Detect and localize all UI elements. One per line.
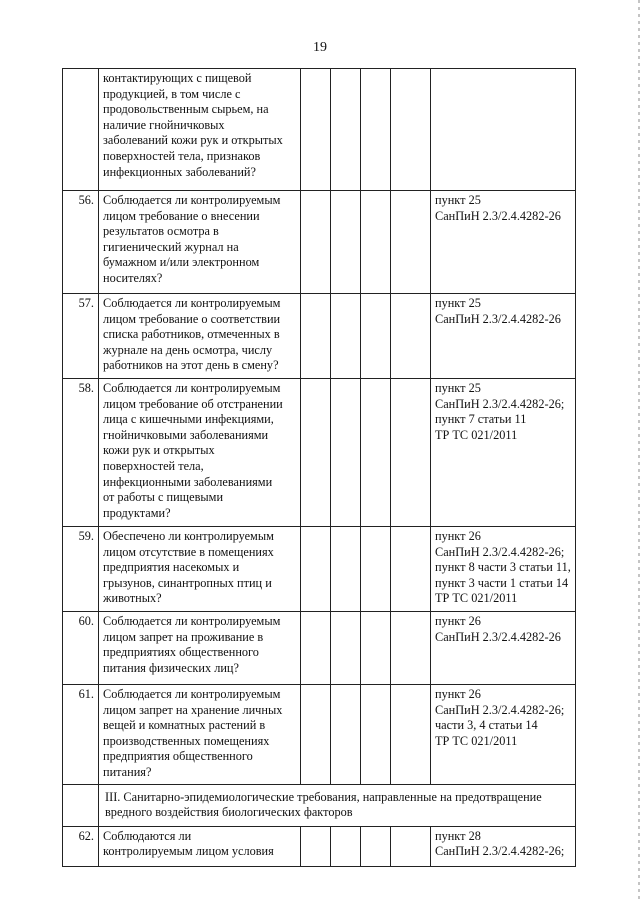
- table-row: [63, 69, 576, 191]
- notes-cell: [391, 685, 431, 785]
- legal-reference: пункт 25 СанПиН 2.3/2.4.4282-26: [431, 191, 576, 294]
- row-number: [63, 69, 99, 191]
- table-row: [63, 527, 576, 612]
- legal-reference: [431, 69, 576, 191]
- section-header-row: [63, 784, 576, 826]
- answer-cell-yes: [301, 612, 331, 685]
- answer-cell-na: [361, 527, 391, 612]
- legal-reference: пункт 26 СанПиН 2.3/2.4.4282-26; пункт 8 части 3 статьи 11, пункт 3 части 1 статьи 14 ТР ТС 021/2011: [431, 527, 576, 612]
- section-title: III. Санитарно-эпидемиологические требования, направленные на предотвращение вредного воздействия биологических факторов: [99, 784, 576, 826]
- notes-cell: [391, 191, 431, 294]
- answer-cell-yes: [301, 69, 331, 191]
- row-number: 56.: [63, 191, 99, 294]
- row-number: 58.: [63, 379, 99, 527]
- table-row: [63, 379, 576, 527]
- notes-cell: [391, 294, 431, 379]
- checklist-table: [62, 68, 576, 867]
- answer-cell-na: [361, 826, 391, 866]
- answer-cell-yes: [301, 826, 331, 866]
- answer-cell-yes: [301, 379, 331, 527]
- answer-cell-no: [331, 612, 361, 685]
- notes-cell: [391, 612, 431, 685]
- table-row: [63, 685, 576, 785]
- answer-cell-no: [331, 294, 361, 379]
- table-row: [63, 612, 576, 685]
- answer-cell-na: [361, 685, 391, 785]
- legal-reference: пункт 26 СанПиН 2.3/2.4.4282-26; части 3, 4 статьи 14 ТР ТС 021/2011: [431, 685, 576, 785]
- legal-reference: пункт 26 СанПиН 2.3/2.4.4282-26: [431, 612, 576, 685]
- table-row: [63, 191, 576, 294]
- table-row: [63, 294, 576, 379]
- answer-cell-yes: [301, 685, 331, 785]
- notes-cell: [391, 379, 431, 527]
- row-number: 61.: [63, 685, 99, 785]
- answer-cell-no: [331, 379, 361, 527]
- legal-reference: пункт 25 СанПиН 2.3/2.4.4282-26; пункт 7 статьи 11 ТР ТС 021/2011: [431, 379, 576, 527]
- answer-cell-na: [361, 294, 391, 379]
- question-text: Соблюдается ли контролируемым лицом требование об отстранении лица с кишечными инфекциями, гнойничковыми заболеваниями кожи рук и открытых поверхностей тела, инфекционными заболеваниями от работы с пищевыми продуктами?: [99, 379, 301, 527]
- legal-reference: пункт 28 СанПиН 2.3/2.4.4282-26;: [431, 826, 576, 866]
- question-text: Соблюдается ли контролируемым лицом запрет на хранение личных вещей и комнатных растений в производственных помещениях предприятия общественного питания?: [99, 685, 301, 785]
- answer-cell-no: [331, 826, 361, 866]
- row-number: 60.: [63, 612, 99, 685]
- question-text: Соблюдается ли контролируемым лицом запрет на проживание в предприятиях общественного питания физических лиц?: [99, 612, 301, 685]
- answer-cell-no: [331, 527, 361, 612]
- answer-cell-no: [331, 191, 361, 294]
- row-number: 62.: [63, 826, 99, 866]
- notes-cell: [391, 69, 431, 191]
- page-number: 19: [313, 40, 327, 55]
- answer-cell-yes: [301, 191, 331, 294]
- row-number: 57.: [63, 294, 99, 379]
- question-text: Соблюдаются ли контролируемым лицом условия: [99, 826, 301, 866]
- answer-cell-na: [361, 379, 391, 527]
- row-number: 59.: [63, 527, 99, 612]
- answer-cell-yes: [301, 294, 331, 379]
- question-text: Соблюдается ли контролируемым лицом требование о соответствии списка работников, отмеченных в журнале на день осмотра, числу работников на этот день в смену?: [99, 294, 301, 379]
- answer-cell-yes: [301, 527, 331, 612]
- notes-cell: [391, 826, 431, 866]
- question-text: Соблюдается ли контролируемым лицом требование о внесении результатов осмотра в гигиенический журнал на бумажном и/или электронном носителях?: [99, 191, 301, 294]
- answer-cell-na: [361, 612, 391, 685]
- table-row: [63, 826, 576, 866]
- question-text: Обеспечено ли контролируемым лицом отсутствие в помещениях предприятия насекомых и грызунов, синантропных птиц и животных?: [99, 527, 301, 612]
- notes-cell: [391, 527, 431, 612]
- answer-cell-no: [331, 685, 361, 785]
- answer-cell-no: [331, 69, 361, 191]
- question-text: контактирующих с пищевой продукцией, в том числе с продовольственным сырьем, на наличие гнойничковых заболеваний кожи рук и открытых поверхностей тела, признаков инфекционных заболеваний?: [99, 69, 301, 191]
- legal-reference: пункт 25 СанПиН 2.3/2.4.4282-26: [431, 294, 576, 379]
- section-spacer-cell: [63, 784, 99, 826]
- answer-cell-na: [361, 191, 391, 294]
- answer-cell-na: [361, 69, 391, 191]
